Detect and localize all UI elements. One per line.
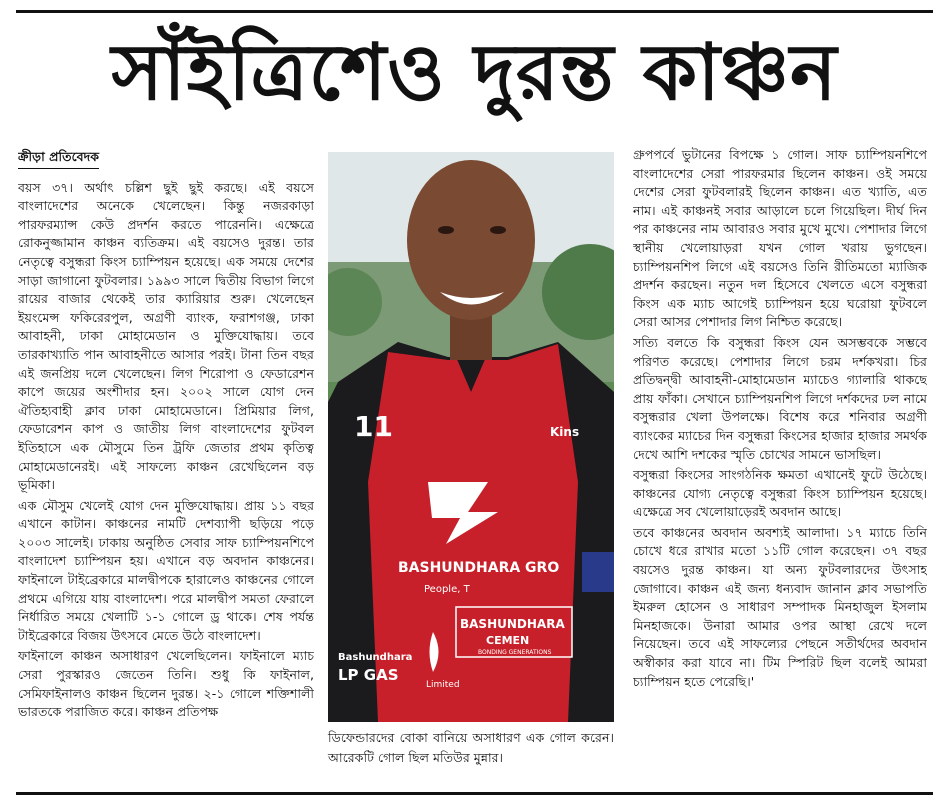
byline: ক্রীড়া প্রতিবেদক	[18, 148, 99, 169]
player-photo-illustration	[328, 152, 614, 722]
sponsor-lpg-3: Limited	[426, 680, 460, 690]
paragraph: বয়স ৩৭। অর্থাৎ চল্লিশ ছুই ছুই করছে। এই বয়সে বাংলাদেশের অনেকে খেলেছেন। কিন্তু নজরকাড়া পারফরম্যান্স কেউ প্রদর্শন করতে পারেননি। এক্ষেত্রে রোকনুজ্জামান কাঞ্চন ব্যতিক্রম। এই বয়সেও দুরন্ত। তার নেতৃত্বে বসুন্ধরা কিংস চ্যাম্পিয়ন হয়েছে। এক সময়ে দেশের সাড়া জাগানো ফুটবলার। ১৯৯৩ সালে দ্বিতীয় বিভাগ লিগে রায়ের বাজার থেকেই তার ক্যারিয়ার শুরু। খেলেছেন ইয়ংমেন্স ফকিরেরপুল, অগ্রণী ব্যাংক, ফরাশগঞ্জ, ঢাকা আবাহনী, ঢাকা মোহামেডান ও মুক্তিযোদ্ধায়। তবে তারকাখ্যাতি পান আবাহনীতে আসার পরই। টানা তিন বছর এই জনপ্রিয় দলে খেলেছেন। লিগ শিরোপা ও ফেডারেশন কাপে জয়ের অংশীদার হন। ২০০২ সালে যোগ দেন ঐতিহ্যবাহী ক্লাব ঢাকা মোহামেডানে। প্রিমিয়ার লিগ, ফেডারেশন কাপ ও জাতীয় লিগ বাংলাদেশের ফুটবল ইতিহাসে এক মৌসুমে তিন ট্রফি জেতার প্রথম কৃতিত্ব মোহামেডানেরই। এই সাফল্যে কাঞ্চন রেখেছিলেন বড় ভূমিকা।	[18, 179, 314, 493]
sponsor-cement-2: CEMEN	[486, 634, 530, 647]
bottom-rule	[16, 792, 933, 795]
sponsor-tagline: People, T	[424, 584, 470, 595]
player-photo	[328, 152, 614, 722]
jersey-number: 11	[354, 410, 393, 443]
sponsor-lpg-1: Bashundhara	[338, 652, 413, 663]
article-column-3	[633, 146, 927, 787]
sponsor-lpg-2: LP GAS	[338, 666, 399, 684]
sponsor-cement-3: BONDING GENERATIONS	[478, 649, 552, 656]
sponsor-main: BASHUNDHARA GRO	[398, 560, 560, 576]
kit-brand: Kins	[550, 425, 580, 439]
paragraph: তবে কাঞ্চনের অবদান অবশ্যই আলাদা। ১৭ ম্যাচে তিনি চোখে ধরে রাখার মতো ১১টি গোল করেছেন। ৩৭ বছর বয়সেও দুরন্ত কাঞ্চন। যা অন্য ফুটবলারদের উৎসাহ জোগাবে। কাঞ্চন এই জন্য ধন্যবাদ জানান ক্লাব সভাপতি ইমরুল হোসেন ও সাধারণ সম্পাদক মিনহাজুল ইসলাম মিনহাজকে। উনারা আমার ওপর আস্থা রেখে দলে নিয়েছেন। তবে এই সাফল্যের পেছনে সতীর্থদের অবদান অস্বীকার করা যাবে না। টিম স্পিরিট ছিল বলেই আমরা চ্যাম্পিয়ন হতে পেরেছি।'	[633, 524, 927, 689]
paragraph: বসুন্ধরা কিংসের সাংগঠনিক ক্ষমতা এখানেই ফুটে উঠেছে। কাঞ্চনের যোগ্য নেতৃত্বে বসুন্ধরা কিংস চ্যাম্পিয়ন হয়েছে। এক্ষেত্রে সব খেলোয়াড়েরই অবদান আছে।	[633, 467, 927, 520]
paragraph: ফাইনালে কাঞ্চন অসাধারণ খেলেছিলেন। ফাইনালে ম্যাচ সেরা পুরস্কারও জেতেন তিনি। শুধু কি ফাইনাল, সেমিফাইনালও কাঞ্চন ছিলেন দুরন্ত। ২-১ গোলে শক্তিশালী ভারতকে পরাজিত করে। কাঞ্চন প্রতিপক্ষ	[18, 648, 314, 720]
top-rule	[16, 10, 933, 13]
headline: সাঁইত্রিশেও দুরন্ত কাঞ্চন	[111, 28, 838, 118]
photo-caption: ডিফেন্ডারদের বোকা বানিয়ে অসাধারণ এক গোল করেন। আরেকটি গোল ছিল মতিউর মুন্নার।	[328, 730, 614, 765]
sponsor-cement-1: BASHUNDHARA	[460, 617, 565, 631]
paragraph: গ্রুপপর্বে ভুটানের বিপক্ষে ১ গোল। সাফ চ্যাম্পিয়নশিপে বাংলাদেশের সেরা পারফরমার ছিলেন কাঞ্চন। ওই সময়ে দেশের সেরা ফুটবলারই ছিলেন কাঞ্চন। এত খ্যাতি, এত নাম। এই কাঞ্চনই সবার আড়ালে চলে গিয়েছিল। দীর্ঘ দিন পর কাঞ্চনের নাম আবারও সবার মুখে মুখে। পেশাদার লিগে স্থানীয় খেলোয়াড়রা যখন গোল খরায় ভুগছেন। চ্যাম্পিয়নশিপ লিগে এই বয়সেও তিনি রীতিমতো ম্যাজিক প্রদর্শন করছেন। নতুন দল হিসেবে খেলতে এসে বসুন্ধরা কিংস এক ম্যাচ আগেই চ্যাম্পিয়ন হয়ে ঘরোয়া ফুটবলে সেরা আসর পেশাদার লিগ নিশ্চিত করেছে।	[633, 147, 927, 330]
article-column-1	[18, 146, 314, 787]
paragraph: সত্যি বলতে কি বসুন্ধরা কিংস যেন অসম্ভবকে সম্ভবে পরিণত করেছে। পেশাদার লিগে চরম দর্শকখরা। চির প্রতিদ্বন্দ্বী আবাহনী-মোহামেডান ম্যাচেও গ্যালারি থাকছে প্রায় ফাঁকা। সেখানে চ্যাম্পিয়নশিপ লিগে দর্শকদের ঢল নামে বসুন্ধরার খেলা উপলক্ষে। বিশেষ করে শনিবার অগ্রণী ব্যাংকের ম্যাচের দিন বসুন্ধরা কিংসের হাজার হাজার সমর্থক দেখে আশি দশকের স্মৃতি চোখের সামনে ভাসছিল।	[633, 334, 927, 462]
paragraph: এক মৌসুম খেলেই যোগ দেন মুক্তিযোদ্ধায়। প্রায় ১১ বছর এখানে কাটান। কাঞ্চনের নামটি দেশব্যাপী ছড়িয়ে পড়ে ২০০৩ সালেই। ঢাকায় অনুষ্ঠিত সেবার সাফ চ্যাম্পিয়নশিপে বাংলাদেশ চ্যাম্পিয়ন হয়। এখানে বড় অবদান কাঞ্চনের। ফাইনালে টাইব্রেকারে মালদ্বীপকে হারালেও কাঞ্চনের গোলে প্রথমে এগিয়ে যায় বাংলাদেশ। পরে মালদ্বীপ সমতা ফেরালে নির্ধারিত সময়ে খেলাটি ১-১ গোলে ড্র থাকে। শেষ পর্যন্ত টাইব্রেকারে বিজয় উৎসবে মেতে উঠে বাংলাদেশ।	[18, 497, 314, 643]
